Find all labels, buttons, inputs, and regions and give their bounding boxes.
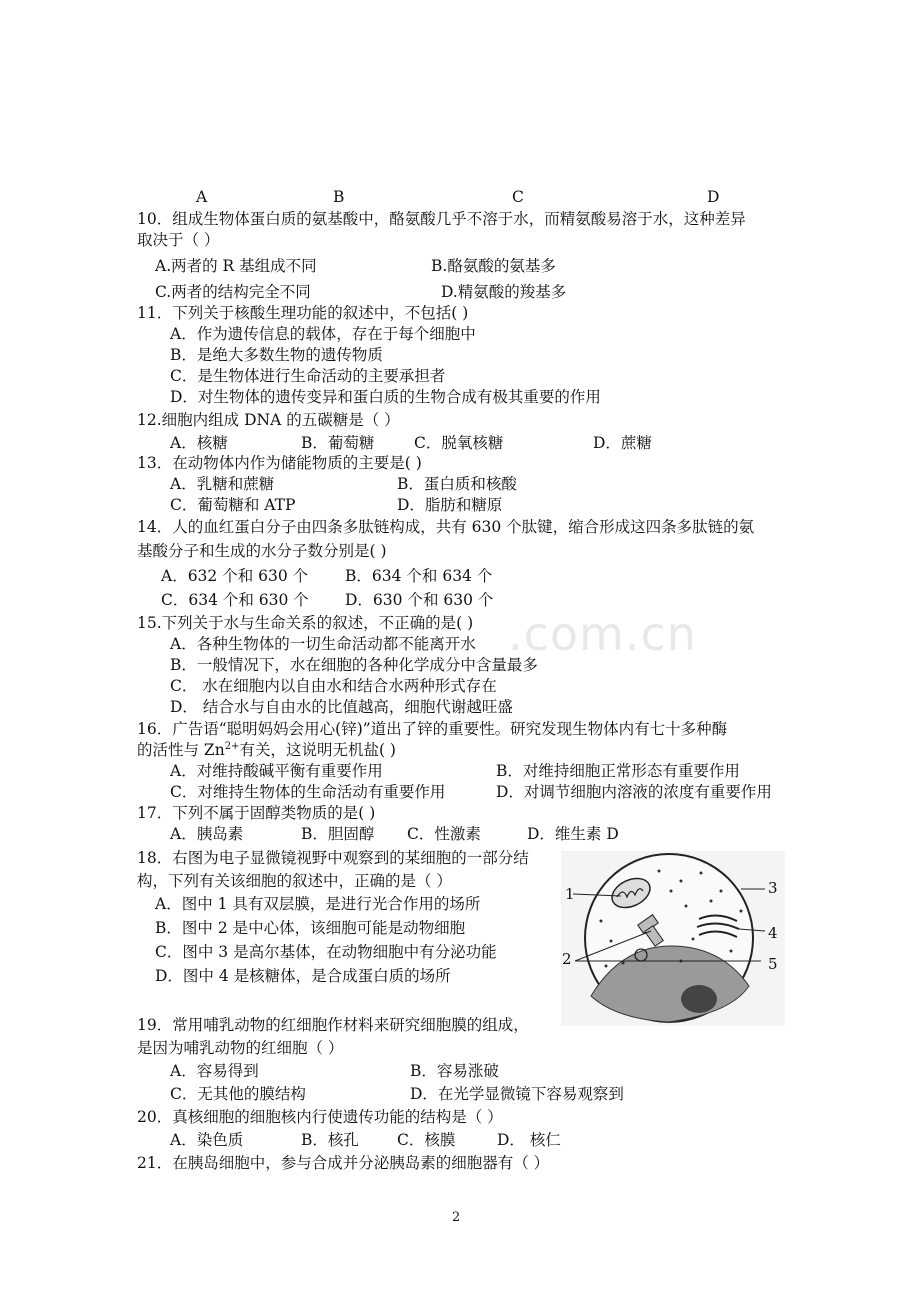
q16-option-b: B．对维持细胞正常形态有重要作用 [496, 762, 740, 780]
q17-stem: 17．下列不属于固醇类物质的是( ) [137, 804, 376, 822]
q12-option-c: C．脱氧核糖 [414, 434, 504, 452]
q18-option-b: B．图中 2 是中心体，该细胞可能是动物细胞 [155, 919, 466, 937]
q19-option-c: C．无其他的膜结构 [170, 1085, 306, 1103]
q20-option-c: C．核膜 [397, 1131, 456, 1149]
q11-option-b: B．是绝大多数生物的遗传物质 [170, 346, 383, 364]
q18-option-c: C．图中 3 是高尔基体，在动物细胞中有分泌功能 [155, 943, 497, 961]
q20-option-a: A．染色质 [170, 1131, 244, 1149]
q18-option-a: A．图中 1 具有双层膜，是进行光合作用的场所 [155, 895, 481, 913]
q16-zinc-charge: 2+ [224, 740, 240, 752]
q20-stem: 20．真核细胞的细胞核内行使遗传功能的结构是（ ） [137, 1108, 503, 1126]
q13-option-a: A．乳糖和蔗糖 [170, 475, 275, 493]
q17-option-b: B．胆固醇 [301, 825, 375, 843]
page-number: 2 [452, 1210, 461, 1225]
q17-option-c: C．性激素 [407, 825, 481, 843]
q10-option-a: A.两者的 R 基组成不同 [155, 257, 317, 275]
q10-stem: 10．组成生物体蛋白质的氨基酸中，酪氨酸几乎不溶于水，而精氨酸易溶于水，这种差异 [137, 210, 746, 228]
q16-option-d: D．对调节细胞内溶液的浓度有重要作用 [496, 783, 772, 801]
choice-label-d: D [707, 188, 720, 206]
q10-option-b: B.酪氨酸的氨基多 [431, 257, 556, 275]
q18-option-d: D．图中 4 是核糖体，是合成蛋白质的场所 [155, 967, 451, 985]
q13-option-b: B．蛋白质和核酸 [397, 475, 517, 493]
figure-label-3: 3 [768, 879, 778, 897]
q12-option-b: B．葡萄糖 [301, 434, 375, 452]
q14-option-d: D．630 个和 630 个 [345, 591, 494, 609]
q11-option-d: D．对生物体的遗传变异和蛋白质的生物合成有极其重要的作用 [170, 388, 601, 406]
q11-option-a: A．作为遗传信息的载体，存在于每个细胞中 [170, 325, 476, 343]
q14-stem-cont: 基酸分子和生成的水分子数分别是( ) [137, 542, 387, 560]
cell-diagram-svg [561, 851, 785, 1026]
q15-option-c: C． 水在细胞内以自由水和结合水两种形式存在 [170, 677, 497, 695]
choice-label-b: B [333, 188, 345, 206]
q10-option-c: C.两者的结构完全不同 [155, 283, 311, 301]
q19-stem-cont: 是因为哺乳动物的红细胞（ ） [137, 1039, 344, 1057]
q20-option-d: D． 核仁 [497, 1131, 561, 1149]
figure-label-4: 4 [768, 924, 778, 942]
q16-option-a: A．对维持酸碱平衡有重要作用 [170, 762, 383, 780]
choice-label-a: A [196, 188, 208, 206]
q19-stem: 19．常用哺乳动物的红细胞作材料来研究细胞膜的组成， [137, 1016, 529, 1034]
figure-label-5: 5 [768, 955, 778, 973]
q18-stem: 18．右图为电子显微镜视野中观察到的某细胞的一部分结 [137, 849, 529, 867]
q11-stem: 11．下列关于核酸生理功能的叙述中，不包括( ) [137, 304, 469, 322]
watermark: .com.cn [508, 607, 697, 661]
q19-option-b: B．容易涨破 [410, 1062, 499, 1080]
q19-option-a: A．容易得到 [170, 1062, 259, 1080]
q16-stem-cont [137, 740, 396, 760]
q14-option-c: C．634 个和 630 个 [161, 591, 309, 609]
q19-option-d: D．在光学显微镜下容易观察到 [410, 1085, 624, 1103]
q12-option-a: A．核糖 [170, 434, 228, 452]
figure-label-2: 2 [562, 950, 572, 968]
choice-label-c: C [512, 188, 524, 206]
q16-stem-post: 有关，这说明无机盐( ) [239, 741, 396, 759]
q17-option-a: A．胰岛素 [170, 825, 244, 843]
q16-stem: 16．广告语“聪明妈妈会用心(锌)”道出了锌的重要性。研究发现生物体内有七十多种酶 [137, 720, 728, 738]
figure-label-1: 1 [565, 885, 575, 903]
q15-option-d: D． 结合水与自由水的比值越高，细胞代谢越旺盛 [170, 698, 513, 716]
q14-stem: 14．人的血红蛋白分子由四条多肽链构成，共有 630 个肽键，缩合形成这四条多肽链的氨 [137, 518, 755, 536]
q10-stem-cont: 取决于（ ） [137, 231, 220, 249]
q18-stem-cont: 构，下列有关该细胞的叙述中，正确的是（ ） [137, 872, 452, 890]
q14-option-a: A．632 个和 630 个 [161, 567, 309, 585]
q12-stem: 12.细胞内组成 DNA 的五碳糖是（ ） [137, 411, 400, 429]
q17-option-d: D．维生素 D [527, 825, 619, 843]
cell-diagram [561, 851, 785, 1026]
q20-option-b: B．核孔 [301, 1131, 359, 1149]
q13-option-c: C．葡萄糖和 ATP [170, 496, 296, 514]
q15-option-a: A．各种生物体的一切生命活动都不能离开水 [170, 635, 476, 653]
q15-option-b: B．一般情况下，水在细胞的各种化学成分中含量最多 [170, 656, 538, 674]
q14-option-b: B．634 个和 634 个 [345, 567, 493, 585]
q12-option-d: D．蔗糖 [593, 434, 652, 452]
q11-option-c: C．是生物体进行生命活动的主要承担者 [170, 367, 446, 385]
q15-stem: 15.下列关于水与生命关系的叙述，不正确的是( ) [137, 614, 474, 632]
q16-stem-pre: 的活性与 Zn [137, 741, 225, 759]
q16-option-c: C．对维持生物体的生命活动有重要作用 [170, 783, 446, 801]
q13-option-d: D．脂肪和糖原 [397, 496, 503, 514]
q21-stem: 21．在胰岛细胞中，参与合成并分泌胰岛素的细胞器有（ ） [137, 1154, 550, 1172]
q13-stem: 13．在动物体内作为储能物质的主要是( ) [137, 454, 422, 472]
q10-option-d: D.精氨酸的羧基多 [441, 283, 567, 301]
